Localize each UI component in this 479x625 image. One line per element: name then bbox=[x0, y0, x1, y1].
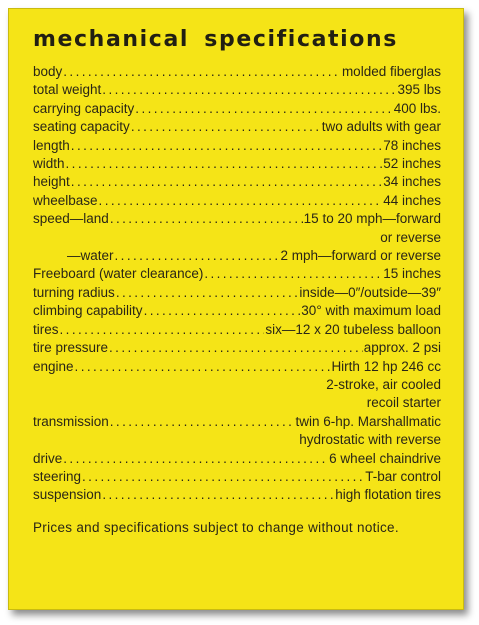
spec-label: steering bbox=[33, 468, 82, 484]
spec-value-continuation: or reverse bbox=[380, 229, 441, 245]
dot-leader bbox=[60, 321, 265, 339]
spec-line bbox=[33, 486, 441, 504]
spec-value: 30° with maximum load bbox=[301, 303, 441, 319]
disclaimer-note: Prices and specifications subject to change without notice. bbox=[33, 519, 399, 535]
spec-value: molded fiberglas bbox=[341, 64, 441, 79]
spec-row bbox=[33, 155, 441, 173]
spec-value: Hirth 12 hp 246 cc bbox=[331, 358, 441, 374]
spec-line bbox=[33, 100, 441, 118]
spec-line bbox=[33, 413, 441, 431]
spec-label: drive bbox=[33, 450, 63, 466]
spec-label: climbing capability bbox=[33, 303, 143, 319]
dot-leader bbox=[109, 339, 363, 357]
spec-label: total weight bbox=[33, 82, 102, 98]
spec-value: 395 lbs bbox=[397, 82, 441, 98]
spec-line bbox=[33, 450, 441, 468]
spec-value: 78 inches bbox=[383, 137, 441, 153]
dot-leader bbox=[82, 468, 364, 486]
spec-value: 15 to 20 mph—forward bbox=[303, 211, 441, 227]
spec-line bbox=[33, 137, 441, 155]
spec-value: high flotation tires bbox=[335, 487, 441, 503]
spec-row bbox=[33, 358, 441, 413]
spec-label: tires bbox=[33, 321, 59, 337]
spec-line bbox=[33, 118, 441, 136]
spec-line bbox=[33, 358, 441, 376]
spec-label: width bbox=[33, 156, 65, 172]
dot-leader bbox=[110, 210, 303, 228]
spec-row bbox=[33, 100, 441, 118]
spec-value: inside—0″/outside—39″ bbox=[299, 284, 441, 300]
spec-line bbox=[33, 321, 441, 339]
dot-leader bbox=[144, 302, 301, 320]
spec-label: length bbox=[33, 137, 70, 153]
spec-row bbox=[33, 413, 441, 450]
spec-value: T-bar control bbox=[365, 468, 441, 484]
spec-row bbox=[33, 486, 441, 504]
spec-value: twin 6-hp. Marshallmatic bbox=[295, 413, 441, 429]
dot-leader bbox=[110, 413, 295, 431]
spec-row bbox=[33, 247, 441, 265]
spec-label: suspension bbox=[33, 487, 102, 503]
dot-leader bbox=[102, 81, 396, 99]
spec-row bbox=[33, 265, 441, 283]
dot-leader bbox=[115, 247, 280, 265]
spec-value: 15 inches bbox=[383, 266, 441, 282]
spec-row bbox=[33, 63, 441, 81]
spec-line bbox=[33, 302, 441, 320]
spec-value: 2 mph—forward or reverse bbox=[280, 248, 441, 264]
spec-label: Freeboard (water clearance) bbox=[33, 266, 204, 282]
dot-leader bbox=[71, 173, 382, 191]
spec-line bbox=[33, 63, 441, 81]
spec-row bbox=[33, 173, 441, 191]
spec-line bbox=[33, 192, 441, 210]
spec-row bbox=[33, 321, 441, 339]
spec-value: two adults with gear bbox=[321, 119, 441, 135]
dot-leader bbox=[75, 358, 331, 376]
spec-value: approx. 2 psi bbox=[363, 340, 441, 356]
spec-label: body bbox=[33, 64, 63, 79]
spec-label: wheelbase bbox=[33, 192, 98, 208]
spec-label: seating capacity bbox=[33, 119, 130, 135]
spec-label: engine bbox=[33, 358, 74, 374]
spec-label: speed—land bbox=[33, 211, 109, 227]
spec-line bbox=[33, 155, 441, 173]
spec-value-continuation: 2-stroke, air cooled bbox=[326, 376, 441, 392]
spec-row bbox=[33, 284, 441, 302]
dot-leader bbox=[63, 63, 341, 81]
spec-row bbox=[33, 210, 441, 247]
spec-value: 34 inches bbox=[383, 174, 441, 190]
spec-value-continuation: recoil starter bbox=[366, 395, 441, 411]
spec-line bbox=[33, 339, 441, 357]
spec-value: 52 inches bbox=[383, 156, 441, 172]
spec-row bbox=[33, 302, 441, 320]
spec-value: 6 wheel chaindrive bbox=[329, 450, 441, 466]
spec-label: tire pressure bbox=[33, 340, 109, 356]
spec-value: 400 lbs. bbox=[393, 100, 441, 116]
spec-label: carrying capacity bbox=[33, 100, 135, 116]
dot-leader bbox=[66, 155, 383, 173]
dot-leader bbox=[204, 265, 382, 283]
spec-value: six—12 x 20 tubeless balloon bbox=[265, 321, 441, 337]
spec-line bbox=[33, 265, 441, 283]
dot-leader bbox=[116, 284, 299, 302]
spec-value: 44 inches bbox=[383, 192, 441, 208]
spec-line bbox=[33, 247, 441, 265]
dot-leader bbox=[99, 192, 383, 210]
spec-row bbox=[33, 137, 441, 155]
spec-list bbox=[33, 63, 441, 505]
spec-sheet-page bbox=[8, 8, 464, 610]
spec-row bbox=[33, 450, 441, 468]
dot-leader bbox=[131, 118, 321, 136]
spec-label: height bbox=[33, 174, 70, 190]
dot-leader bbox=[135, 100, 392, 118]
spec-label: transmission bbox=[33, 413, 109, 429]
spec-line bbox=[33, 173, 441, 191]
spec-value-continuation: hydrostatic with reverse bbox=[299, 432, 441, 448]
spec-line bbox=[33, 468, 441, 486]
spec-row bbox=[33, 118, 441, 136]
dot-leader bbox=[71, 137, 382, 155]
spec-line bbox=[33, 210, 441, 228]
spec-line bbox=[33, 284, 441, 302]
spec-label: turning radius bbox=[33, 284, 115, 300]
spec-line bbox=[33, 81, 441, 99]
spec-row bbox=[33, 81, 441, 99]
spec-label: —water bbox=[67, 248, 114, 264]
dot-leader bbox=[102, 486, 334, 504]
spec-row bbox=[33, 192, 441, 210]
page-title: mechanical specifications bbox=[33, 27, 398, 52]
spec-row bbox=[33, 339, 441, 357]
dot-leader bbox=[63, 450, 328, 468]
spec-row bbox=[33, 468, 441, 486]
